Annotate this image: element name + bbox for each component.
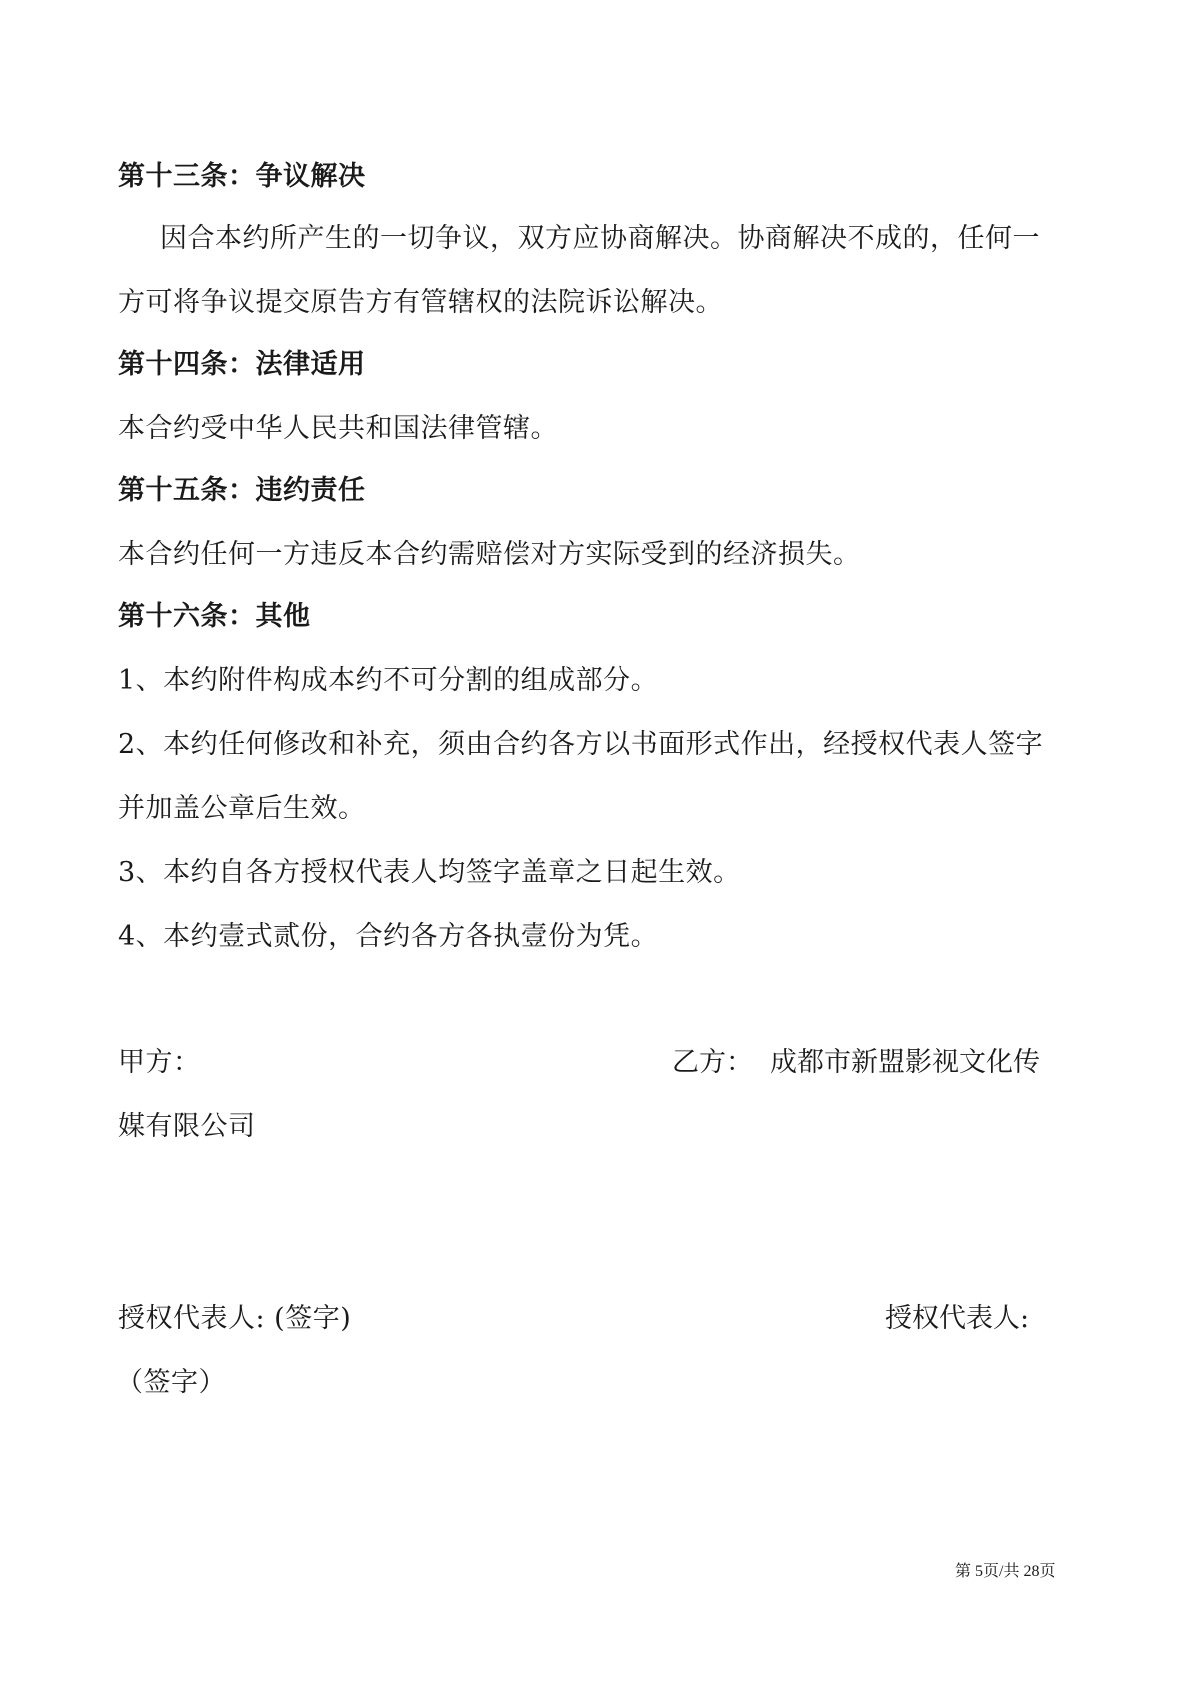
article-13-heading: 第十三条：争议解决 — [118, 161, 366, 192]
article-13-line-1: 因合本约所产生的一切争议，双方应协商解决。协商解决不成的，任何一 — [160, 223, 1040, 254]
article-16-item-1: 1、本约附件构成本约不可分割的组成部分。 — [118, 665, 659, 696]
article-16-heading: 第十六条：其他 — [118, 601, 311, 632]
article-16-item-3: 3、本约自各方授权代表人均签字盖章之日起生效。 — [118, 857, 741, 888]
page-number: 第 5页/共 28页 — [955, 1563, 1056, 1580]
party-b-label: 乙方： — [672, 1047, 753, 1078]
article-14-heading: 第十四条：法律适用 — [118, 349, 366, 380]
article-13-line-2: 方可将争议提交原告方有管辖权的法院诉讼解决。 — [118, 287, 723, 318]
article-16-item-2: 2、本约任何修改和补充，须由合约各方以书面形式作出，经授权代表人签字 — [118, 729, 1044, 760]
article-14-line-1: 本合约受中华人民共和国法律管辖。 — [118, 413, 558, 444]
article-15-heading: 第十五条：违约责任 — [118, 475, 366, 506]
party-b-name-cont: 媒有限公司 — [118, 1111, 256, 1142]
party-b-representative: 授权代表人: — [885, 1303, 1030, 1334]
party-a-label: 甲方： — [118, 1047, 201, 1078]
party-a-representative: 授权代表人: (签字) — [118, 1303, 352, 1334]
party-b-signature-note: （签字） — [116, 1367, 226, 1398]
party-b-name: 成都市新盟影视文化传 — [770, 1047, 1040, 1078]
article-16-item-2-cont: 并加盖公章后生效。 — [118, 793, 366, 824]
article-15-line-1: 本合约任何一方违反本合约需赔偿对方实际受到的经济损失。 — [118, 539, 861, 570]
article-16-item-4: 4、本约壹式贰份，合约各方各执壹份为凭。 — [118, 921, 659, 952]
